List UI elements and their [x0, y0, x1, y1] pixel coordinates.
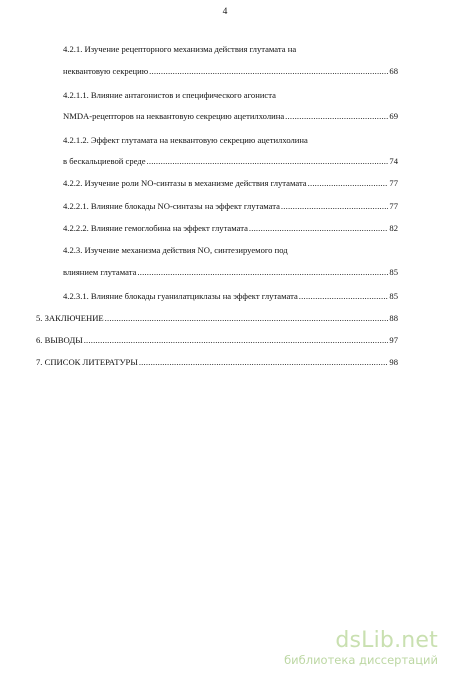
dot-leader: [285, 110, 388, 123]
watermark-logo: dsLib.net: [335, 628, 438, 653]
watermark: [284, 629, 438, 667]
dot-leader: [281, 200, 389, 213]
toc-entry-4-2-2: [63, 177, 398, 190]
toc-entry-title: NMDA-рецепторов на неквантовую секрецию ацетилхолина: [63, 111, 285, 121]
toc-entry-page: 77: [389, 201, 398, 211]
toc-entry-4-2-1-1-line1: 4.2.1.1. Влияние антагонистов и специфического агониста: [63, 90, 276, 100]
toc-entry-4-2-1-line1: 4.2.1. Изучение рецепторного механизма действия глутамата на: [63, 44, 297, 54]
toc-entry-title: в бескальциевой среде: [63, 156, 146, 166]
toc-entry-page: 88: [389, 313, 398, 323]
toc-entry-page: 69: [389, 111, 398, 121]
dot-leader: [137, 266, 388, 279]
toc-entry-7: [36, 356, 398, 369]
dot-leader: [139, 356, 389, 369]
toc-entry-title: влиянием глутамата: [63, 267, 137, 277]
toc-entry-5: [36, 312, 398, 325]
toc-entry-page: 82: [389, 223, 398, 233]
toc-entry-page: 98: [389, 357, 398, 367]
toc-entry-page: 68: [389, 66, 398, 76]
toc-entry-6: [36, 334, 398, 347]
toc-entry-page: 77: [389, 178, 398, 188]
toc-entry-4-2-3-line1: 4.2.3. Изучение механизма действия NO, синтезируемого под: [63, 245, 288, 255]
toc-entry-title: 6. ВЫВОДЫ: [36, 335, 83, 345]
toc-entry-4-2-1: [63, 65, 398, 78]
toc-entry-4-2-3-1: [63, 290, 398, 303]
toc-entry-title: 7. СПИСОК ЛИТЕРАТУРЫ: [36, 357, 138, 367]
toc-entry-4-2-2-1: [63, 200, 398, 213]
toc-entry-title: 5. ЗАКЛЮЧЕНИЕ: [36, 313, 104, 323]
toc-entry-page: 74: [389, 156, 398, 166]
watermark-subtitle: библиотека диссертаций: [284, 653, 438, 667]
toc-entry-4-2-2-2: [63, 222, 398, 235]
toc-entry-page: 85: [389, 267, 398, 277]
page-number: 4: [222, 7, 228, 17]
toc-entry-4-2-3: [63, 266, 398, 279]
dot-leader: [249, 222, 389, 235]
dot-leader: [147, 155, 389, 168]
toc-entry-4-2-1-1: [63, 110, 398, 123]
dot-leader: [299, 290, 389, 303]
toc-entry-title: 4.2.2.2. Влияние гемоглобина на эффект глутамата: [63, 223, 248, 233]
toc-entry-4-2-1-2-line1: 4.2.1.2. Эффект глутамата на неквантовую секрецию ацетилхолина: [63, 135, 308, 145]
toc-entry-page: 85: [389, 291, 398, 301]
dot-leader: [149, 65, 388, 78]
dot-leader: [105, 312, 389, 325]
toc-entry-title: 4.2.2.1. Влияние блокады NO-синтазы на эффект глутамата: [63, 201, 280, 211]
toc-entry-4-2-1-2: [63, 155, 398, 168]
toc-entry-page: 97: [389, 335, 398, 345]
toc-entry-title: неквантовую секрецию: [63, 66, 149, 76]
dot-leader: [308, 177, 389, 190]
toc-entry-title: 4.2.3.1. Влияние блокады гуанилатциклазы на эффект глутамата: [63, 291, 298, 301]
dot-leader: [84, 334, 389, 347]
toc-entry-title: 4.2.2. Изучение роли NO-синтазы в механизме действия глутамата: [63, 178, 307, 188]
